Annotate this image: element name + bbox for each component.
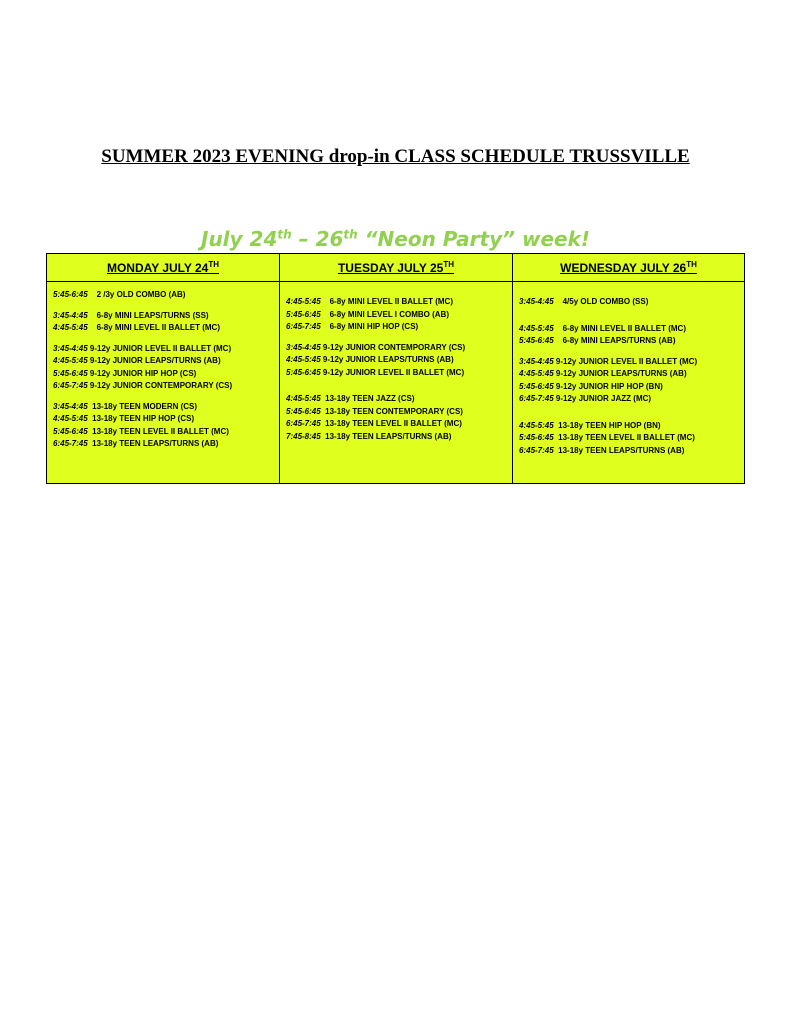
class-row: 5:45-6:45 9-12y JUNIOR HIP HOP (BN) — [519, 381, 663, 391]
class-row: 5:45-6:45 13-18y TEEN LEVEL II BALLET (MC) — [53, 426, 229, 436]
class-row: 3:45-4:45 9-12y JUNIOR CONTEMPORARY (CS) — [286, 342, 466, 352]
day-column-tuesday — [280, 254, 513, 483]
class-row: 5:45-6:45 2 /3y OLD COMBO (AB) — [53, 290, 186, 299]
class-list-wednesday — [513, 282, 744, 457]
class-row: 6:45-7:45 9-12y JUNIOR CONTEMPORARY (CS) — [53, 381, 233, 390]
week-title: July 24th – 26th “Neon Party” week! — [201, 227, 590, 251]
class-row: 6:45-7:45 13-18y TEEN LEVEL II BALLET (MC) — [286, 419, 462, 428]
class-row: 6:45-7:45 13-18y TEEN LEAPS/TURNS (AB) — [519, 445, 685, 455]
class-row: 5:45-6:45 13-18y TEEN LEVEL II BALLET (MC) — [519, 433, 695, 442]
class-list-tuesday — [280, 282, 512, 443]
day-header-monday: MONDAY JULY 24TH — [47, 254, 279, 282]
class-row: 6:45-7:45 6-8y MINI HIP HOP (CS) — [286, 322, 419, 331]
class-row: 3:45-4:45 4/5y OLD COMBO (SS) — [519, 297, 649, 306]
class-row: 5:45-6:45 9-12y JUNIOR HIP HOP (CS) — [53, 368, 197, 378]
page-title: SUMMER 2023 EVENING drop-in CLASS SCHEDULE TRUSSVILLE — [101, 146, 690, 167]
schedule-table — [46, 253, 745, 484]
class-row: 3:45-4:45 9-12y JUNIOR LEVEL II BALLET (MC) — [519, 356, 698, 366]
class-row: 4:45-5:45 6-8y MINI LEVEL II BALLET (MC) — [519, 323, 686, 333]
class-row: 4:45-5:45 6-8y MINI LEVEL II BALLET (MC) — [286, 297, 453, 306]
class-row: 4:45-5:45 9-12y JUNIOR LEAPS/TURNS (AB) — [286, 355, 454, 364]
class-row: 5:45-6:45 9-12y JUNIOR LEVEL II BALLET (MC) — [286, 367, 465, 377]
class-row: 5:45-6:45 6-8y MINI LEVEL I COMBO (AB) — [286, 309, 449, 319]
class-row: 5:45-6:45 13-18y TEEN CONTEMPORARY (CS) — [286, 406, 463, 416]
class-row: 4:45-5:45 6-8y MINI LEVEL II BALLET (MC) — [53, 323, 220, 332]
class-row: 6:45-7:45 13-18y TEEN LEAPS/TURNS (AB) — [53, 439, 219, 448]
class-list-monday — [47, 282, 279, 451]
day-column-wednesday — [513, 254, 744, 483]
day-header-wednesday: WEDNESDAY JULY 26TH — [513, 254, 744, 282]
class-row: 4:45-5:45 13-18y TEEN JAZZ (CS) — [286, 394, 415, 403]
class-row: 3:45-4:45 13-18y TEEN MODERN (CS) — [53, 401, 198, 411]
class-row: 7:45-8:45 13-18y TEEN LEAPS/TURNS (AB) — [286, 431, 452, 441]
class-row: 4:45-5:45 13-18y TEEN HIP HOP (CS) — [53, 414, 195, 423]
class-row: 3:45-4:45 9-12y JUNIOR LEVEL II BALLET (MC) — [53, 343, 232, 353]
day-column-monday — [47, 254, 280, 483]
class-row: 5:45-6:45 6-8y MINI LEAPS/TURNS (AB) — [519, 336, 676, 345]
class-row: 3:45-4:45 6-8y MINI LEAPS/TURNS (SS) — [53, 310, 209, 320]
day-header-tuesday: TUESDAY JULY 25TH — [280, 254, 512, 282]
class-row: 4:45-5:45 9-12y JUNIOR LEAPS/TURNS (AB) — [519, 369, 687, 378]
class-row: 6:45-7:45 9-12y JUNIOR JAZZ (MC) — [519, 394, 652, 403]
class-row: 4:45-5:45 13-18y TEEN HIP HOP (BN) — [519, 420, 661, 430]
class-row: 4:45-5:45 9-12y JUNIOR LEAPS/TURNS (AB) — [53, 356, 221, 365]
